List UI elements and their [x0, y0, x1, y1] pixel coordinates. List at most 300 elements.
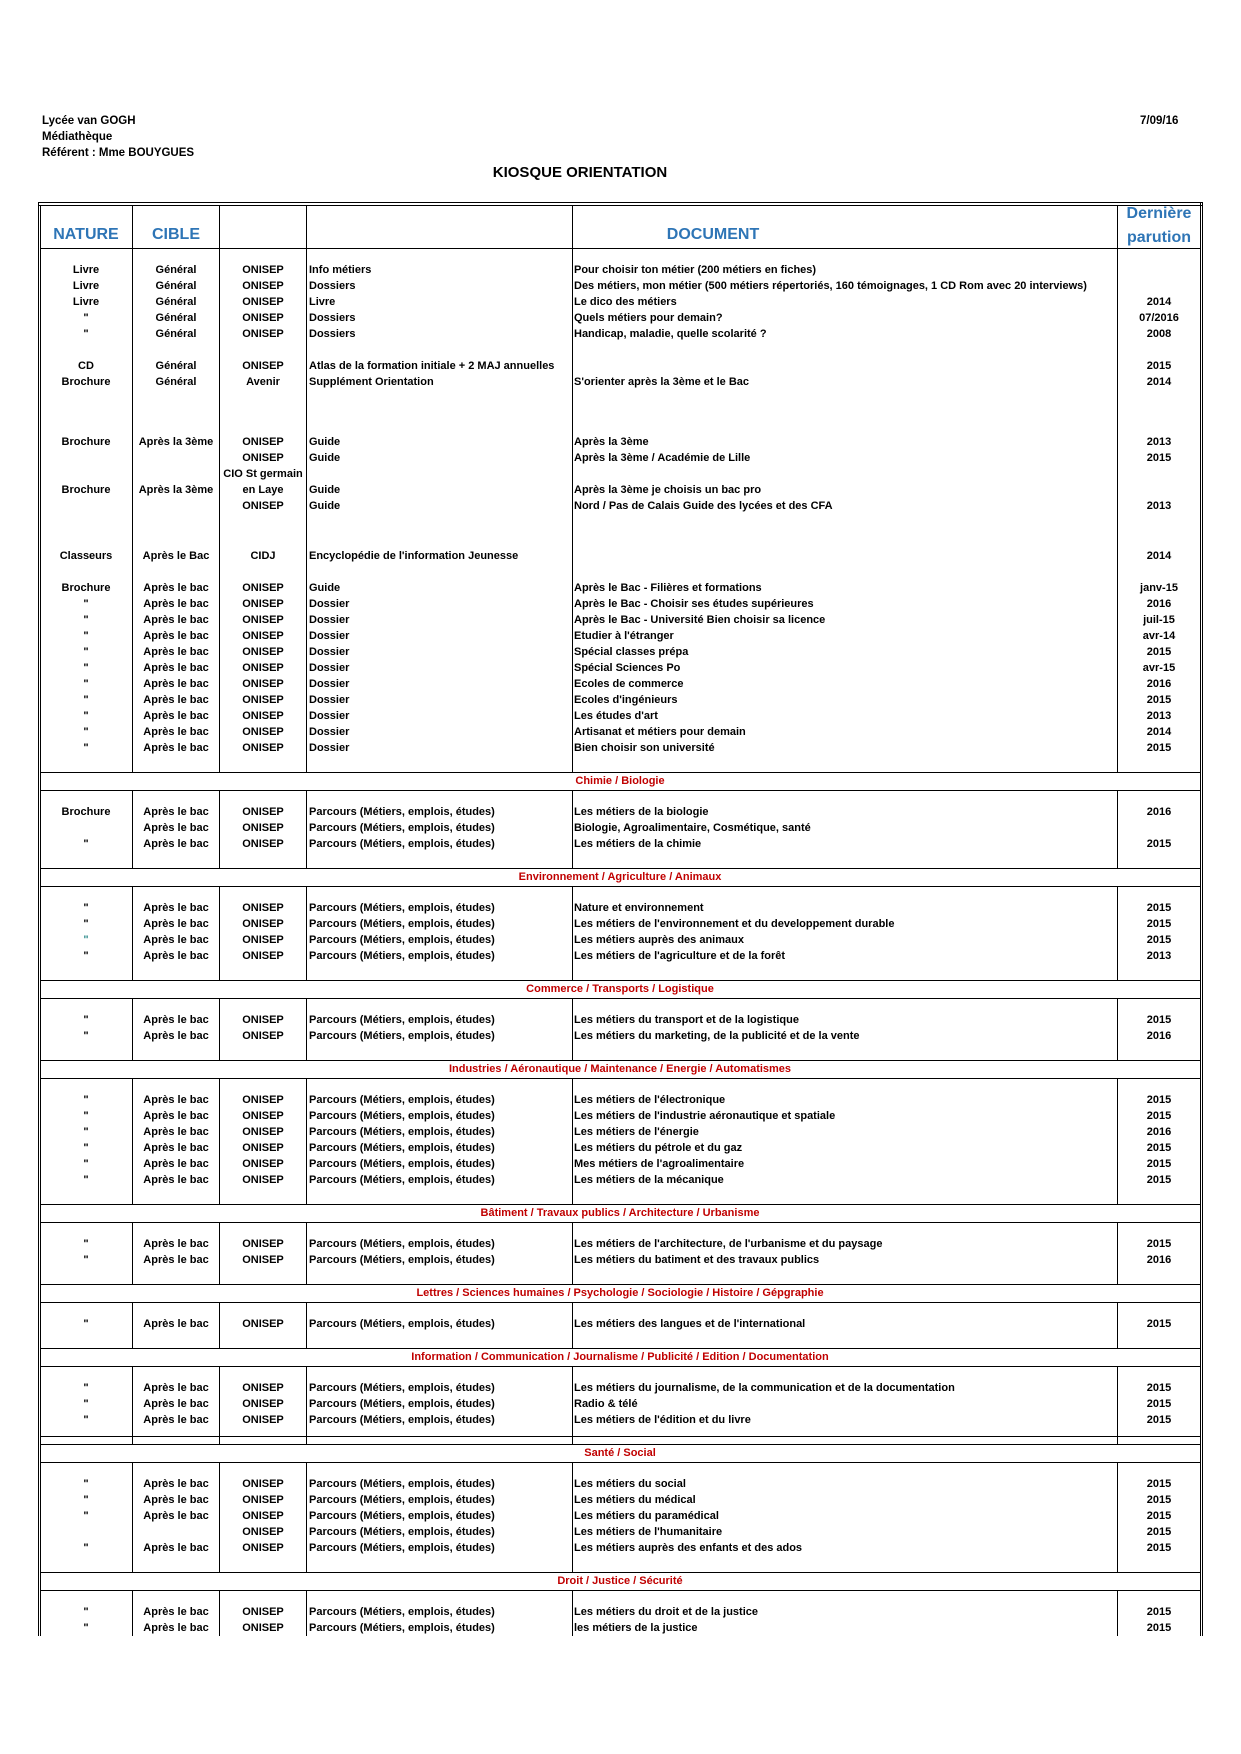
row-date: avr-15 [1142, 662, 1176, 674]
row-document: Les métiers du paramédical [574, 1510, 719, 1522]
row-editor: ONISEP [242, 1094, 284, 1106]
row-type: Parcours (Métiers, emplois, études) [309, 1542, 495, 1554]
row-type: Dossier [309, 742, 350, 754]
row-document: Les métiers auprès des animaux [574, 934, 744, 946]
row-cible: Après le bac [143, 614, 209, 626]
row-date: 2015 [1146, 1606, 1172, 1618]
row-date: 2016 [1146, 678, 1172, 690]
row-date: 2014 [1146, 296, 1172, 308]
row-date: 2015 [1146, 1526, 1172, 1538]
row-date: 2015 [1146, 1510, 1172, 1522]
row-editor: ONISEP [242, 806, 284, 818]
row-date: 2015 [1146, 694, 1172, 706]
row-editor: ONISEP [242, 1382, 284, 1394]
row-type: Parcours (Métiers, emplois, études) [309, 1382, 495, 1394]
row-cible: Après le bac [143, 918, 209, 930]
section-label: Environnement / Agriculture / Animaux [518, 871, 722, 883]
row-cible: Après le bac [143, 694, 209, 706]
row-document: Après le Bac - Choisir ses études supérieures [574, 598, 814, 610]
row-editor: ONISEP [242, 264, 284, 276]
row-document: Après le Bac - Université Bien choisir sa licence [574, 614, 826, 626]
row-cible: Après le bac [143, 1414, 209, 1426]
row-cible: Après le bac [143, 598, 209, 610]
section-label: Bâtiment / Travaux publics / Architecture / Urbanisme [480, 1207, 760, 1219]
row-date: 2015 [1146, 1478, 1172, 1490]
col-header-nature: NATURE [53, 226, 119, 243]
row-editor: ONISEP [242, 1478, 284, 1490]
row-editor: ONISEP [242, 312, 284, 324]
section-rule-bottom [40, 1222, 1200, 1223]
row-cible: Après le bac [143, 934, 209, 946]
row-date: 2015 [1146, 452, 1172, 464]
row-date: 2016 [1146, 1126, 1172, 1138]
row-cible: Général [155, 376, 197, 388]
column-separator [306, 1590, 307, 1636]
row-cible: Après le bac [143, 1174, 209, 1186]
row-editor: ONISEP [242, 902, 284, 914]
row-editor: ONISEP [242, 582, 284, 594]
row-editor: CIO St germain [223, 468, 303, 480]
column-separator [306, 1222, 307, 1284]
row-cible: Après le bac [143, 662, 209, 674]
row-cible: Après le bac [143, 902, 209, 914]
row-document: Les métiers du journalisme, de la communication et de la documentation [574, 1382, 955, 1394]
row-nature: " [83, 1398, 89, 1410]
row-date: 2013 [1146, 950, 1172, 962]
row-date: 2016 [1146, 598, 1172, 610]
row-cible: Après le bac [143, 1158, 209, 1170]
row-nature: " [83, 1478, 89, 1490]
col-header-date-line1: Dernière [1126, 205, 1192, 222]
row-type: Guide [309, 582, 341, 594]
row-document: Les métiers de la mécanique [574, 1174, 724, 1186]
row-document: Artisanat et métiers pour demain [574, 726, 746, 738]
row-type: Parcours (Métiers, emplois, études) [309, 918, 495, 930]
row-date: 2015 [1146, 360, 1172, 372]
row-cible: Après le bac [143, 726, 209, 738]
row-cible: Après le bac [143, 1126, 209, 1138]
row-editor: ONISEP [242, 1030, 284, 1042]
row-nature: Brochure [61, 436, 111, 448]
row-cible: Après le bac [143, 1606, 209, 1618]
row-cible: Après le bac [143, 1094, 209, 1106]
column-separator [572, 206, 573, 772]
row-type: Parcours (Métiers, emplois, études) [309, 902, 495, 914]
section-label: Santé / Social [584, 1447, 656, 1459]
row-type: Parcours (Métiers, emplois, études) [309, 1158, 495, 1170]
row-editor: ONISEP [242, 328, 284, 340]
row-nature: " [83, 1094, 89, 1106]
row-editor: ONISEP [242, 838, 284, 850]
row-type: Parcours (Métiers, emplois, études) [309, 806, 495, 818]
row-cible: Général [155, 360, 197, 372]
row-date: janv-15 [1140, 582, 1178, 594]
row-cible: Après le bac [143, 1254, 209, 1266]
row-document: Après la 3ème / Académie de Lille [574, 452, 751, 464]
row-cible: Après le bac [143, 646, 209, 658]
row-nature: " [83, 312, 89, 324]
row-nature: " [83, 1126, 89, 1138]
row-editor: ONISEP [242, 662, 284, 674]
row-document: Nature et environnement [574, 902, 704, 914]
row-document: Les métiers de l'industrie aéronautique et spatiale [574, 1110, 836, 1122]
row-editor: ONISEP [242, 934, 284, 946]
row-date: 2014 [1146, 376, 1172, 388]
row-date: 2015 [1146, 1110, 1172, 1122]
row-date: 2015 [1146, 1382, 1172, 1394]
row-nature: " [83, 902, 89, 914]
row-nature: CD [78, 360, 94, 372]
row-nature: " [83, 1254, 89, 1266]
row-cible: Après le bac [143, 1494, 209, 1506]
row-cible: Après le bac [143, 1014, 209, 1026]
row-nature: " [83, 918, 89, 930]
row-editor: ONISEP [242, 1158, 284, 1170]
row-date: 2015 [1146, 1238, 1172, 1250]
row-document: Les métiers du marketing, de la publicité et de la vente [574, 1030, 860, 1042]
row-editor: ONISEP [242, 436, 284, 448]
row-type: Dossier [309, 646, 350, 658]
section-label: Droit / Justice / Sécurité [557, 1575, 683, 1587]
document-date: 7/09/16 [1140, 115, 1179, 127]
column-separator [306, 998, 307, 1060]
row-nature: " [83, 678, 89, 690]
column-separator [572, 790, 573, 868]
row-date: 07/2016 [1139, 312, 1179, 324]
section-label: Industries / Aéronautique / Maintenance / Energie / Automatismes [448, 1063, 792, 1075]
row-cible: Général [155, 280, 197, 292]
section-label: Commerce / Transports / Logistique [526, 983, 714, 995]
row-cible: Après le bac [143, 838, 209, 850]
row-nature: " [83, 1542, 89, 1554]
row-nature: " [83, 710, 89, 722]
row-date: 2015 [1146, 918, 1172, 930]
row-type: Parcours (Métiers, emplois, études) [309, 1030, 495, 1042]
row-document: Radio & télé [574, 1398, 638, 1410]
row-type: Dossier [309, 614, 350, 626]
school-name: Lycée van GOGH [42, 115, 136, 127]
row-document: Les métiers auprès des enfants et des ados [574, 1542, 803, 1554]
row-date: 2015 [1146, 1398, 1172, 1410]
row-cible: Après le bac [143, 582, 209, 594]
row-document: Les études d'art [574, 710, 658, 722]
row-nature: Classeurs [59, 550, 113, 562]
row-nature: Brochure [61, 806, 111, 818]
row-document: Les métiers du batiment et des travaux publics [574, 1254, 820, 1266]
row-date: 2014 [1146, 550, 1172, 562]
section-label: Lettres / Sciences humaines / Psychologie / Sociologie / Histoire / Gépgraphie [416, 1287, 824, 1299]
row-date: 2013 [1146, 710, 1172, 722]
row-document: Mes métiers de l'agroalimentaire [574, 1158, 745, 1170]
column-separator [572, 1078, 573, 1204]
row-nature: Livre [72, 280, 100, 292]
row-date: 2015 [1146, 1414, 1172, 1426]
row-document: Les métiers de l'électronique [574, 1094, 726, 1106]
row-cible: Général [155, 312, 197, 324]
referent-name: Référent : Mme BOUYGUES [42, 147, 195, 159]
row-document: Pour choisir ton métier (200 métiers en fiches) [574, 264, 817, 276]
row-editor: ONISEP [242, 1014, 284, 1026]
row-type: Parcours (Métiers, emplois, études) [309, 1094, 495, 1106]
row-document: Les métiers des langues et de l'international [574, 1318, 806, 1330]
row-nature: " [83, 934, 89, 946]
row-date: 2015 [1146, 1158, 1172, 1170]
section-rule-bottom [40, 1302, 1200, 1303]
row-editor: ONISEP [242, 646, 284, 658]
row-nature: " [83, 630, 89, 642]
row-date: 2015 [1146, 1174, 1172, 1186]
page-title: KIOSQUE ORIENTATION [492, 164, 668, 181]
row-type: Parcours (Métiers, emplois, études) [309, 1174, 495, 1186]
row-editor: ONISEP [242, 280, 284, 292]
row-date: 2008 [1146, 328, 1172, 340]
row-date: 2013 [1146, 500, 1172, 512]
row-type: Supplément Orientation [309, 376, 434, 388]
row-nature: " [83, 1110, 89, 1122]
row-nature: Brochure [61, 484, 111, 496]
section-rule-extra [40, 1436, 1200, 1437]
row-cible: Après le bac [143, 678, 209, 690]
row-date: avr-14 [1142, 630, 1176, 642]
row-cible: Après le bac [143, 822, 209, 834]
row-document: S'orienter après la 3ème et le Bac [574, 376, 750, 388]
row-type: Parcours (Métiers, emplois, études) [309, 1110, 495, 1122]
row-type: Parcours (Métiers, emplois, études) [309, 1494, 495, 1506]
row-editor: ONISEP [242, 950, 284, 962]
row-nature: " [83, 598, 89, 610]
column-separator [572, 1302, 573, 1348]
row-nature: " [83, 1606, 89, 1618]
table-right-border [1200, 202, 1201, 1636]
library-name: Médiathèque [42, 131, 113, 143]
row-editor: Avenir [246, 376, 280, 388]
row-document: Le dico des métiers [574, 296, 677, 308]
row-editor: ONISEP [242, 1606, 284, 1618]
row-editor: ONISEP [242, 452, 284, 464]
column-separator [306, 206, 307, 772]
row-editor: CIDJ [250, 550, 276, 562]
row-editor: ONISEP [242, 710, 284, 722]
col-header-date [1118, 202, 1200, 250]
header-divider [40, 248, 1200, 249]
row-type: Parcours (Métiers, emplois, études) [309, 1478, 495, 1490]
row-type: Info métiers [309, 264, 372, 276]
row-document: Les métiers du médical [574, 1494, 696, 1506]
row-editor: ONISEP [242, 630, 284, 642]
row-cible: Après le bac [143, 1398, 209, 1410]
row-cible: Après le bac [143, 1510, 209, 1522]
row-type: Parcours (Métiers, emplois, études) [309, 838, 495, 850]
row-type: Dossier [309, 598, 350, 610]
row-document: Les métiers de l'édition et du livre [574, 1414, 751, 1426]
row-nature: " [83, 950, 89, 962]
row-cible: Après le bac [143, 806, 209, 818]
row-editor: ONISEP [242, 1126, 284, 1138]
row-cible: Après le bac [143, 742, 209, 754]
section-rule-bottom [40, 1078, 1200, 1079]
row-type: Parcours (Métiers, emplois, études) [309, 1238, 495, 1250]
column-separator [306, 1462, 307, 1572]
row-type: Parcours (Métiers, emplois, études) [309, 1510, 495, 1522]
row-nature: " [83, 1510, 89, 1522]
column-separator [572, 1366, 573, 1444]
section-rule-bottom [40, 1462, 1200, 1463]
row-cible: Général [155, 296, 197, 308]
col-header-document: DOCUMENT [666, 226, 760, 243]
section-label: Chimie / Biologie [575, 775, 665, 787]
column-separator [572, 1590, 573, 1636]
row-document: Spécial classes prépa [574, 646, 689, 658]
row-date: 2015 [1146, 646, 1172, 658]
row-editor: ONISEP [242, 1526, 284, 1538]
column-separator [572, 886, 573, 980]
row-type: Parcours (Métiers, emplois, études) [309, 1526, 495, 1538]
row-cible: Après le bac [143, 1030, 209, 1042]
row-type: Parcours (Métiers, emplois, études) [309, 1014, 495, 1026]
section-rule-bottom [40, 998, 1200, 999]
row-editor: ONISEP [242, 822, 284, 834]
row-document: Bien choisir son université [574, 742, 715, 754]
row-nature: " [83, 742, 89, 754]
row-editor: ONISEP [242, 1110, 284, 1122]
row-type: Guide [309, 452, 341, 464]
row-nature: " [83, 1318, 89, 1330]
row-editor: ONISEP [242, 500, 284, 512]
row-editor: ONISEP [242, 694, 284, 706]
row-editor: ONISEP [242, 1622, 284, 1634]
row-document: Quels métiers pour demain? [574, 312, 723, 324]
row-cible: Après le Bac [142, 550, 210, 562]
row-type: Atlas de la formation initiale + 2 MAJ annuelles [309, 360, 555, 372]
row-editor: ONISEP [242, 360, 284, 372]
column-separator [306, 790, 307, 868]
row-cible: Après le bac [143, 1142, 209, 1154]
col-header-cible: CIBLE [152, 226, 200, 243]
row-editor: ONISEP [242, 1142, 284, 1154]
row-date: 2014 [1146, 726, 1172, 738]
row-cible: Après le bac [143, 1542, 209, 1554]
row-type: Encyclopédie de l'information Jeunesse [309, 550, 519, 562]
row-cible: Après le bac [143, 1238, 209, 1250]
row-editor: en Laye [242, 484, 284, 496]
row-nature: " [83, 1174, 89, 1186]
row-cible: Après le bac [143, 710, 209, 722]
row-type: Guide [309, 484, 341, 496]
row-type: Dossier [309, 710, 350, 722]
row-date: 2015 [1146, 1318, 1172, 1330]
row-nature: " [83, 726, 89, 738]
row-editor: ONISEP [242, 678, 284, 690]
column-separator [572, 1462, 573, 1572]
row-document: Les métiers de la chimie [574, 838, 702, 850]
row-date: juil-15 [1143, 614, 1175, 626]
row-type: Parcours (Métiers, emplois, études) [309, 1254, 495, 1266]
row-document: Ecoles de commerce [574, 678, 684, 690]
row-type: Parcours (Métiers, emplois, études) [309, 1398, 495, 1410]
row-date: 2015 [1146, 1622, 1172, 1634]
row-document: Après la 3ème je choisis un bac pro [574, 484, 762, 496]
section-rule-bottom [40, 1590, 1200, 1591]
row-document: Des métiers, mon métier (500 métiers répertoriés, 160 témoignages, 1 CD Rom avec 20 interviews) [574, 280, 1087, 292]
row-date: 2016 [1146, 1030, 1172, 1042]
row-date: 2015 [1146, 1014, 1172, 1026]
row-date: 2015 [1146, 742, 1172, 754]
col-header-date-line2: parution [1127, 229, 1191, 246]
row-cible: Après la 3ème [138, 484, 214, 496]
column-separator [306, 1078, 307, 1204]
column-separator [572, 1222, 573, 1284]
row-nature: " [83, 328, 89, 340]
table-left-border [38, 202, 39, 1636]
row-editor: ONISEP [242, 598, 284, 610]
row-type: Dossiers [309, 312, 356, 324]
row-document: Après le Bac - Filières et formations [574, 582, 762, 594]
row-nature: " [83, 646, 89, 658]
section-label: Information / Communication / Journalisme / Publicité / Edition / Documentation [411, 1351, 829, 1363]
row-date: 2015 [1146, 1542, 1172, 1554]
row-document: Les métiers du droit et de la justice [574, 1606, 758, 1618]
row-nature: " [83, 1382, 89, 1394]
row-type: Dossier [309, 678, 350, 690]
row-document: Spécial Sciences Po [574, 662, 681, 674]
row-document: Nord / Pas de Calais Guide des lycées et des CFA [574, 500, 833, 512]
row-date: 2015 [1146, 1094, 1172, 1106]
row-cible: Après le bac [143, 1382, 209, 1394]
row-nature: " [83, 1494, 89, 1506]
row-editor: ONISEP [242, 1254, 284, 1266]
row-nature: " [83, 1030, 89, 1042]
row-document: les métiers de la justice [574, 1622, 698, 1634]
row-document: Handicap, maladie, quelle scolarité ? [574, 328, 767, 340]
row-document: Les métiers de l'énergie [574, 1126, 699, 1138]
row-editor: ONISEP [242, 726, 284, 738]
row-nature: Brochure [61, 582, 111, 594]
row-document: Les métiers de l'agriculture et de la forêt [574, 950, 786, 962]
row-cible: Après le bac [143, 1318, 209, 1330]
section-rule-bottom [40, 886, 1200, 887]
row-document: Les métiers de la biologie [574, 806, 709, 818]
row-type: Guide [309, 436, 341, 448]
row-document: Biologie, Agroalimentaire, Cosmétique, santé [574, 822, 811, 834]
row-editor: ONISEP [242, 1238, 284, 1250]
row-nature: " [83, 694, 89, 706]
row-date: 2015 [1146, 838, 1172, 850]
row-document: Les métiers du pétrole et du gaz [574, 1142, 743, 1154]
row-editor: ONISEP [242, 1542, 284, 1554]
row-date: 2015 [1146, 902, 1172, 914]
row-document: Les métiers de l'architecture, de l'urbanisme et du paysage [574, 1238, 883, 1250]
document-header [42, 113, 194, 161]
row-cible: Après le bac [143, 1110, 209, 1122]
row-nature: " [83, 1238, 89, 1250]
row-date: 2015 [1146, 1142, 1172, 1154]
row-type: Parcours (Métiers, emplois, études) [309, 1606, 495, 1618]
row-date: 2013 [1146, 436, 1172, 448]
row-type: Dossiers [309, 280, 356, 292]
row-type: Dossier [309, 630, 350, 642]
row-document: Etudier à l'étranger [574, 630, 674, 642]
column-separator [306, 886, 307, 980]
section-rule-bottom [40, 1366, 1200, 1367]
row-nature: " [83, 838, 89, 850]
row-editor: ONISEP [242, 1510, 284, 1522]
row-editor: ONISEP [242, 1398, 284, 1410]
row-nature: " [83, 1014, 89, 1026]
row-cible: Après le bac [143, 1622, 209, 1634]
row-document: Les métiers du social [574, 1478, 686, 1490]
row-date: 2016 [1146, 806, 1172, 818]
row-editor: ONISEP [242, 614, 284, 626]
